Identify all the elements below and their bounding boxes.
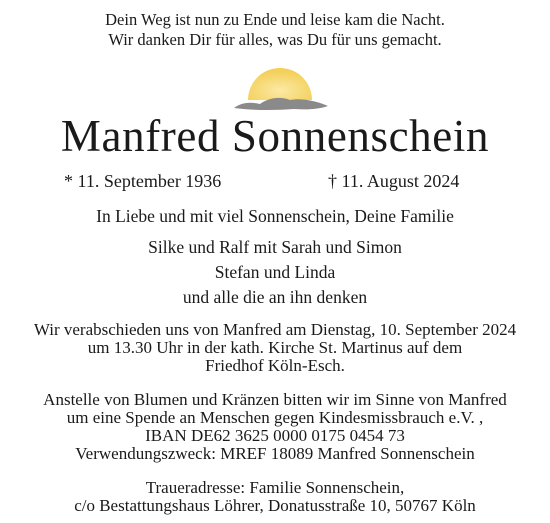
family-intro: In Liebe und mit viel Sonnenschein, Deine Familie — [96, 206, 454, 226]
address-line-1: Traueradresse: Familie Sonnenschein, — [145, 478, 405, 497]
donation-line-2: um eine Spende an Menschen gegen Kindesmissbrauch e.V. , — [66, 408, 484, 427]
donation-line-1: Anstelle von Blumen und Kränzen bitten wir im Sinne von Manfred — [43, 390, 507, 409]
farewell-line-1: Wir verabschieden uns von Manfred am Dienstag, 10. September 2024 — [33, 320, 517, 339]
farewell-line-2: um 13.30 Uhr in der kath. Kirche St. Martinus auf dem — [87, 338, 463, 357]
donation-line-3: IBAN DE62 3625 0000 0175 0454 73 — [145, 426, 405, 445]
family-line-1: Silke und Ralf mit Sarah und Simon — [148, 237, 402, 257]
family-line-3: und alle die an ihn denken — [182, 287, 368, 307]
birth-date: * 11. September 1936 — [64, 171, 222, 191]
sun-shape — [248, 68, 312, 100]
death-date: † 11. August 2024 — [328, 171, 460, 191]
deceased-name: Manfred Sonnenschein — [60, 111, 490, 161]
address-line-2: c/o Bestattungshaus Löhrer, Donatusstraße 10, 50767 Köln — [74, 496, 476, 515]
farewell-line-3: Friedhof Köln-Esch. — [205, 356, 345, 375]
intro-verse-line-1: Dein Weg ist nun zu Ende und leise kam die Nacht. — [105, 10, 445, 29]
intro-verse-line-2: Wir danken Dir für alles, was Du für uns gemacht. — [108, 30, 442, 49]
family-line-2: Stefan und Linda — [214, 262, 336, 282]
donation-line-4: Verwendungszweck: MREF 18089 Manfred Sonnenschein — [75, 444, 475, 463]
sunset-over-island-icon — [228, 62, 332, 114]
